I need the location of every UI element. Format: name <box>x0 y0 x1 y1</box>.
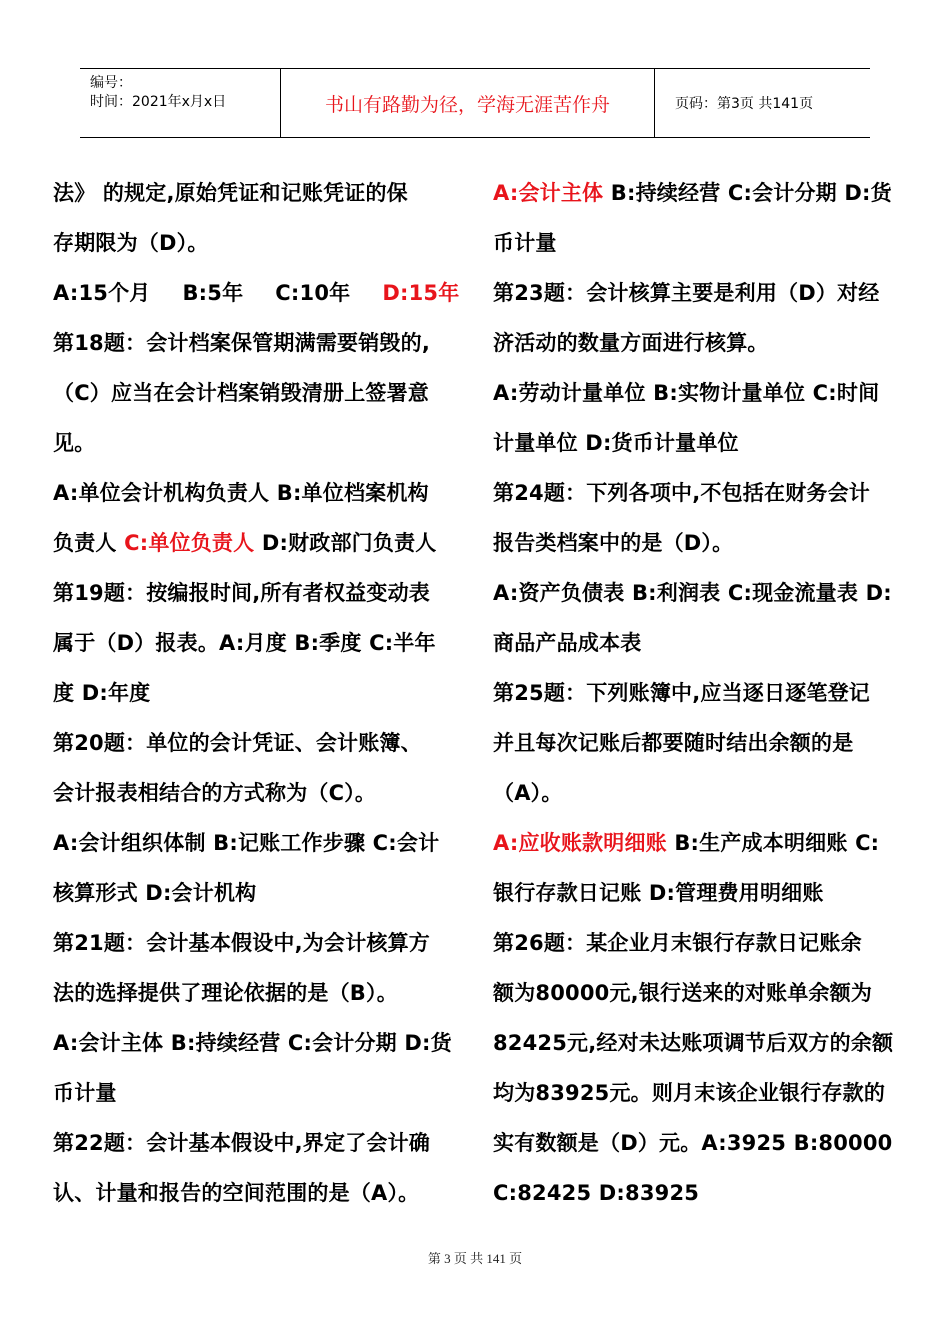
text-line: 属于（D）报表。A:月度 B:季度 C:半年 <box>53 631 436 655</box>
options-line: 币计量 <box>53 1081 117 1105</box>
document-time-label: 时间：2021年x月x日 <box>90 94 227 110</box>
text-line: 实有数额是（D）元。A:3925 B:80000 <box>493 1131 893 1155</box>
text-line: 见。 <box>53 431 96 455</box>
text-line: 认、计量和报告的空间范围的是（A）。 <box>53 1181 420 1205</box>
question-25: 第25题：下列账簿中,应当逐日逐笔登记 <box>493 681 870 705</box>
options-line <box>53 518 461 568</box>
text-line: 会计报表相结合的方式称为（C）。 <box>53 781 377 805</box>
text-line: 额为80000元,银行送来的对账单余额为 <box>493 981 873 1005</box>
right-column <box>493 168 901 1218</box>
option-a-answer: A:会计主体 <box>493 181 604 205</box>
options-line: 商品产品成本表 <box>493 631 642 655</box>
text-line: 存期限为（D）。 <box>53 231 209 255</box>
option-d-answer: D:15年 <box>382 281 460 305</box>
text-line: （C）应当在会计档案销毁清册上签署意 <box>53 381 430 405</box>
text-line: 度 D:年度 <box>53 681 151 705</box>
question-24: 第24题：下列各项中,不包括在财务会计 <box>493 481 870 505</box>
option-a: A:15个月 <box>53 281 151 305</box>
options-line: 币计量 <box>493 231 557 255</box>
option-d: D:财政部门负责人 <box>254 531 437 555</box>
options-line <box>493 818 901 868</box>
text-line: 法的选择提供了理论依据的是（B）。 <box>53 981 398 1005</box>
options-line: A:资产负债表 B:利润表 C:现金流量表 D: <box>493 581 892 605</box>
left-column <box>53 168 461 1218</box>
options-line <box>53 268 461 318</box>
header-page-label <box>665 69 870 137</box>
text-line: 均为83925元。则月末该企业银行存款的 <box>493 1081 886 1105</box>
option-a-answer: A:应收账款明细账 <box>493 831 667 855</box>
question-22: 第22题：会计基本假设中,界定了会计确 <box>53 1131 430 1155</box>
header-table <box>80 68 870 138</box>
options-line: 银行存款日记账 D:管理费用明细账 <box>493 881 824 905</box>
question-19: 第19题：按编报时间,所有者权益变动表 <box>53 581 430 605</box>
text-line: 并且每次记账后都要随时结出余额的是 <box>493 731 854 755</box>
option-b: B:5年 <box>182 281 244 305</box>
text-line: 报告类档案中的是（D）。 <box>493 531 734 555</box>
options-line: A:会计组织体制 B:记账工作步骤 C:会计 <box>53 831 440 855</box>
option-c-answer: C:单位负责人 <box>124 531 255 555</box>
options-line: C:82425 D:83925 <box>493 1181 700 1205</box>
header-motto: 书山有路勤为径，学海无涯苦作舟 <box>281 69 655 137</box>
options-line: 计量单位 D:货币计量单位 <box>493 431 739 455</box>
options-line: A:单位会计机构负责人 B:单位档案机构 <box>53 481 429 505</box>
question-20: 第20题：单位的会计凭证、会计账簿、 <box>53 731 422 755</box>
question-23: 第23题：会计核算主要是利用（D）对经 <box>493 281 880 305</box>
options-line: A:会计主体 B:持续经营 C:会计分期 D:货 <box>53 1031 452 1055</box>
option-text: B:持续经营 C:会计分期 D:货 <box>603 181 892 205</box>
option-c: C:10年 <box>275 281 351 305</box>
option-text: 负责人 <box>53 531 125 555</box>
text-line: （A）。 <box>493 781 563 805</box>
question-18: 第18题：会计档案保管期满需要销毁的, <box>53 331 430 355</box>
options-line: A:劳动计量单位 B:实物计量单位 C:时间 <box>493 381 880 405</box>
page-count-text: 页码：第3页 共141页 <box>675 96 814 112</box>
question-26: 第26题：某企业月末银行存款日记账余 <box>493 931 862 955</box>
page-footer: 第 3 页 共 141 页 <box>427 1251 523 1266</box>
header-meta-cell <box>80 69 281 137</box>
option-text: B:生产成本明细账 C: <box>666 831 880 855</box>
text-line: 82425元,经对未达账项调节后双方的余额 <box>493 1031 894 1055</box>
text-line: 济活动的数量方面进行核算。 <box>493 331 769 355</box>
text-line: 法》 的规定,原始凭证和记账凭证的保 <box>53 181 408 205</box>
document-number-label: 编号： <box>90 75 132 91</box>
options-line <box>493 168 901 218</box>
options-line: 核算形式 D:会计机构 <box>53 881 257 905</box>
question-21: 第21题：会计基本假设中,为会计核算方 <box>53 931 430 955</box>
